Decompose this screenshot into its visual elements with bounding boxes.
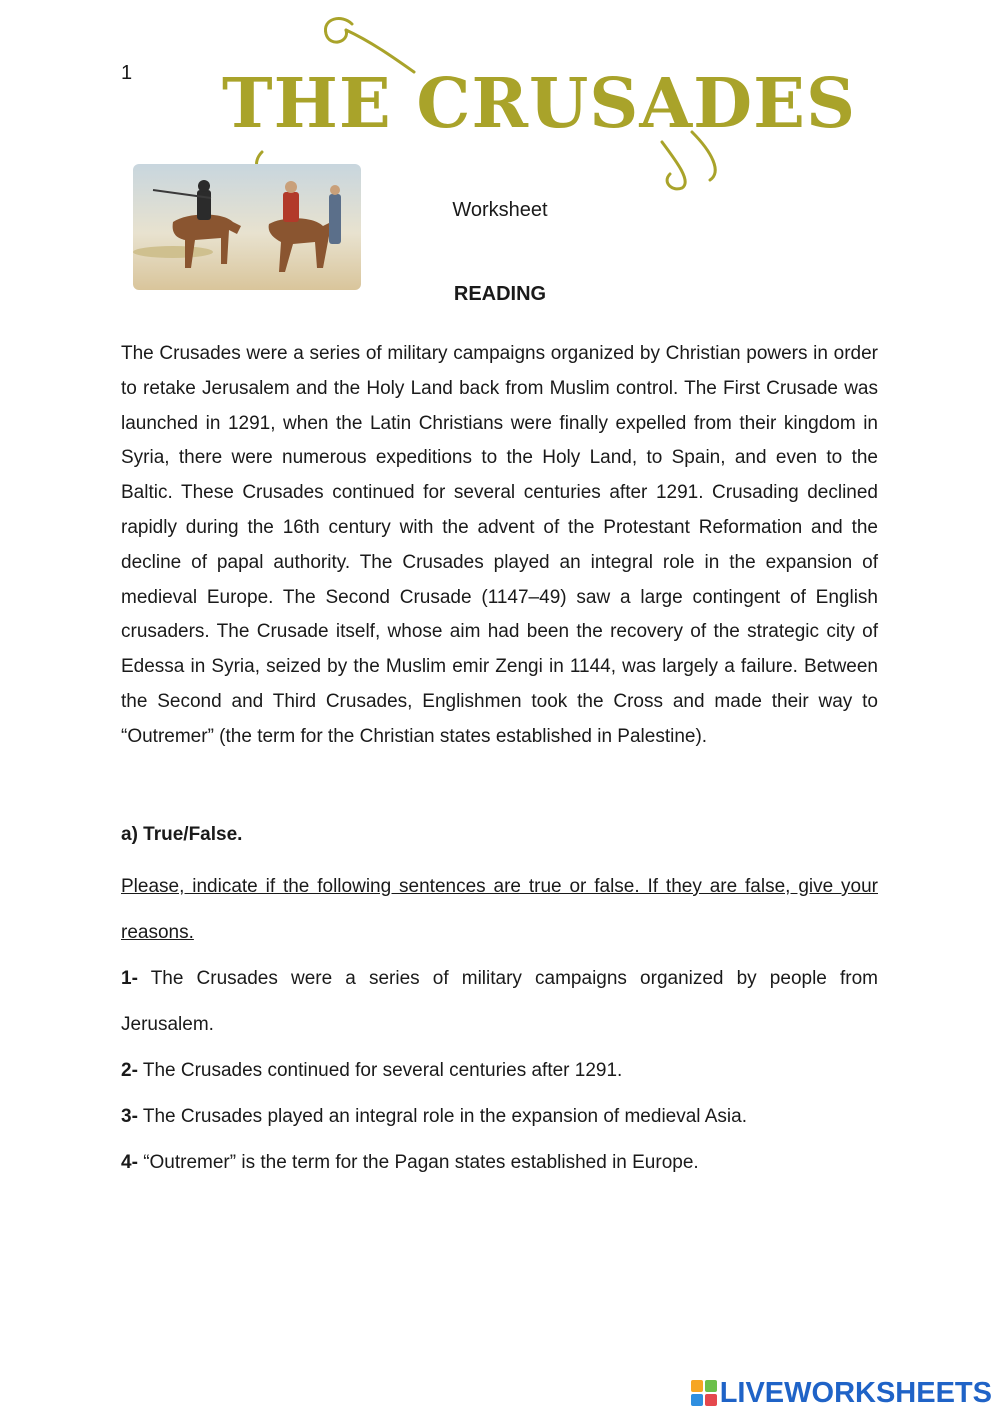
question-text: The Crusades played an integral role in the expansion of medieval Asia.: [142, 1106, 747, 1127]
question-text: “Outremer” is the term for the Pagan states established in Europe.: [143, 1152, 699, 1173]
question-list: [121, 956, 878, 1186]
question-item: [121, 1140, 878, 1186]
question-item: [121, 1094, 878, 1140]
liveworksheets-brand: [691, 1376, 992, 1410]
question-item: [121, 1048, 878, 1094]
reading-heading: READING: [453, 283, 547, 305]
crusader-knights-illustration: [133, 164, 361, 290]
question-number: 3-: [121, 1106, 138, 1127]
question-number: 1-: [121, 968, 138, 989]
question-text: The Crusades were a series of military campaigns organized by people from Jerusalem.: [121, 968, 878, 1035]
question-item: [121, 956, 878, 1048]
true-false-heading: a) True/False.: [121, 824, 243, 845]
question-number: 4-: [121, 1152, 138, 1173]
liveworksheets-brand-text: LIVEWORKSHEETS: [719, 1376, 992, 1409]
question-text: The Crusades continued for several centuries after 1291.: [142, 1060, 623, 1081]
question-number: 2-: [121, 1060, 138, 1081]
worksheet-title: THE CRUSADES: [222, 64, 857, 144]
exercise-instructions: Please, indicate if the following sentences are true or false. If they are false, give your reasons.: [121, 876, 878, 943]
reading-passage: The Crusades were a series of military campaigns organized by Christian powers in order to retake Jerusalem and the Holy Land back from Muslim control. The First Crusade was launched in 1291, when the Latin Christians were finally expelled from their kingdom in Syria, there were numerous expeditions to the Holy Land, to Spain, and even to the Baltic. These Crusades continued for several centuries after 1291. Crusading declined rapidly during the 16th century with the advent of the Protestant Reformation and the decline of papal authority. The Crusades played an integral role in the expansion of medieval Europe. The Second Crusade (1147–49) saw a large contingent of English crusaders. The Crusade itself, whose aim had been the recovery of the strategic city of Edessa in Syria, seized by the Muslim emir Zengi in 1144, was largely a failure. Between the Second and Third Crusades, Englishmen took the Cross and made their way to “Outremer” (the term for the Christian states established in Palestine).: [121, 343, 878, 747]
worksheet-subtitle: Worksheet: [452, 199, 548, 221]
liveworksheets-logo-icon: [691, 1380, 717, 1406]
page-number: 1: [121, 62, 133, 84]
